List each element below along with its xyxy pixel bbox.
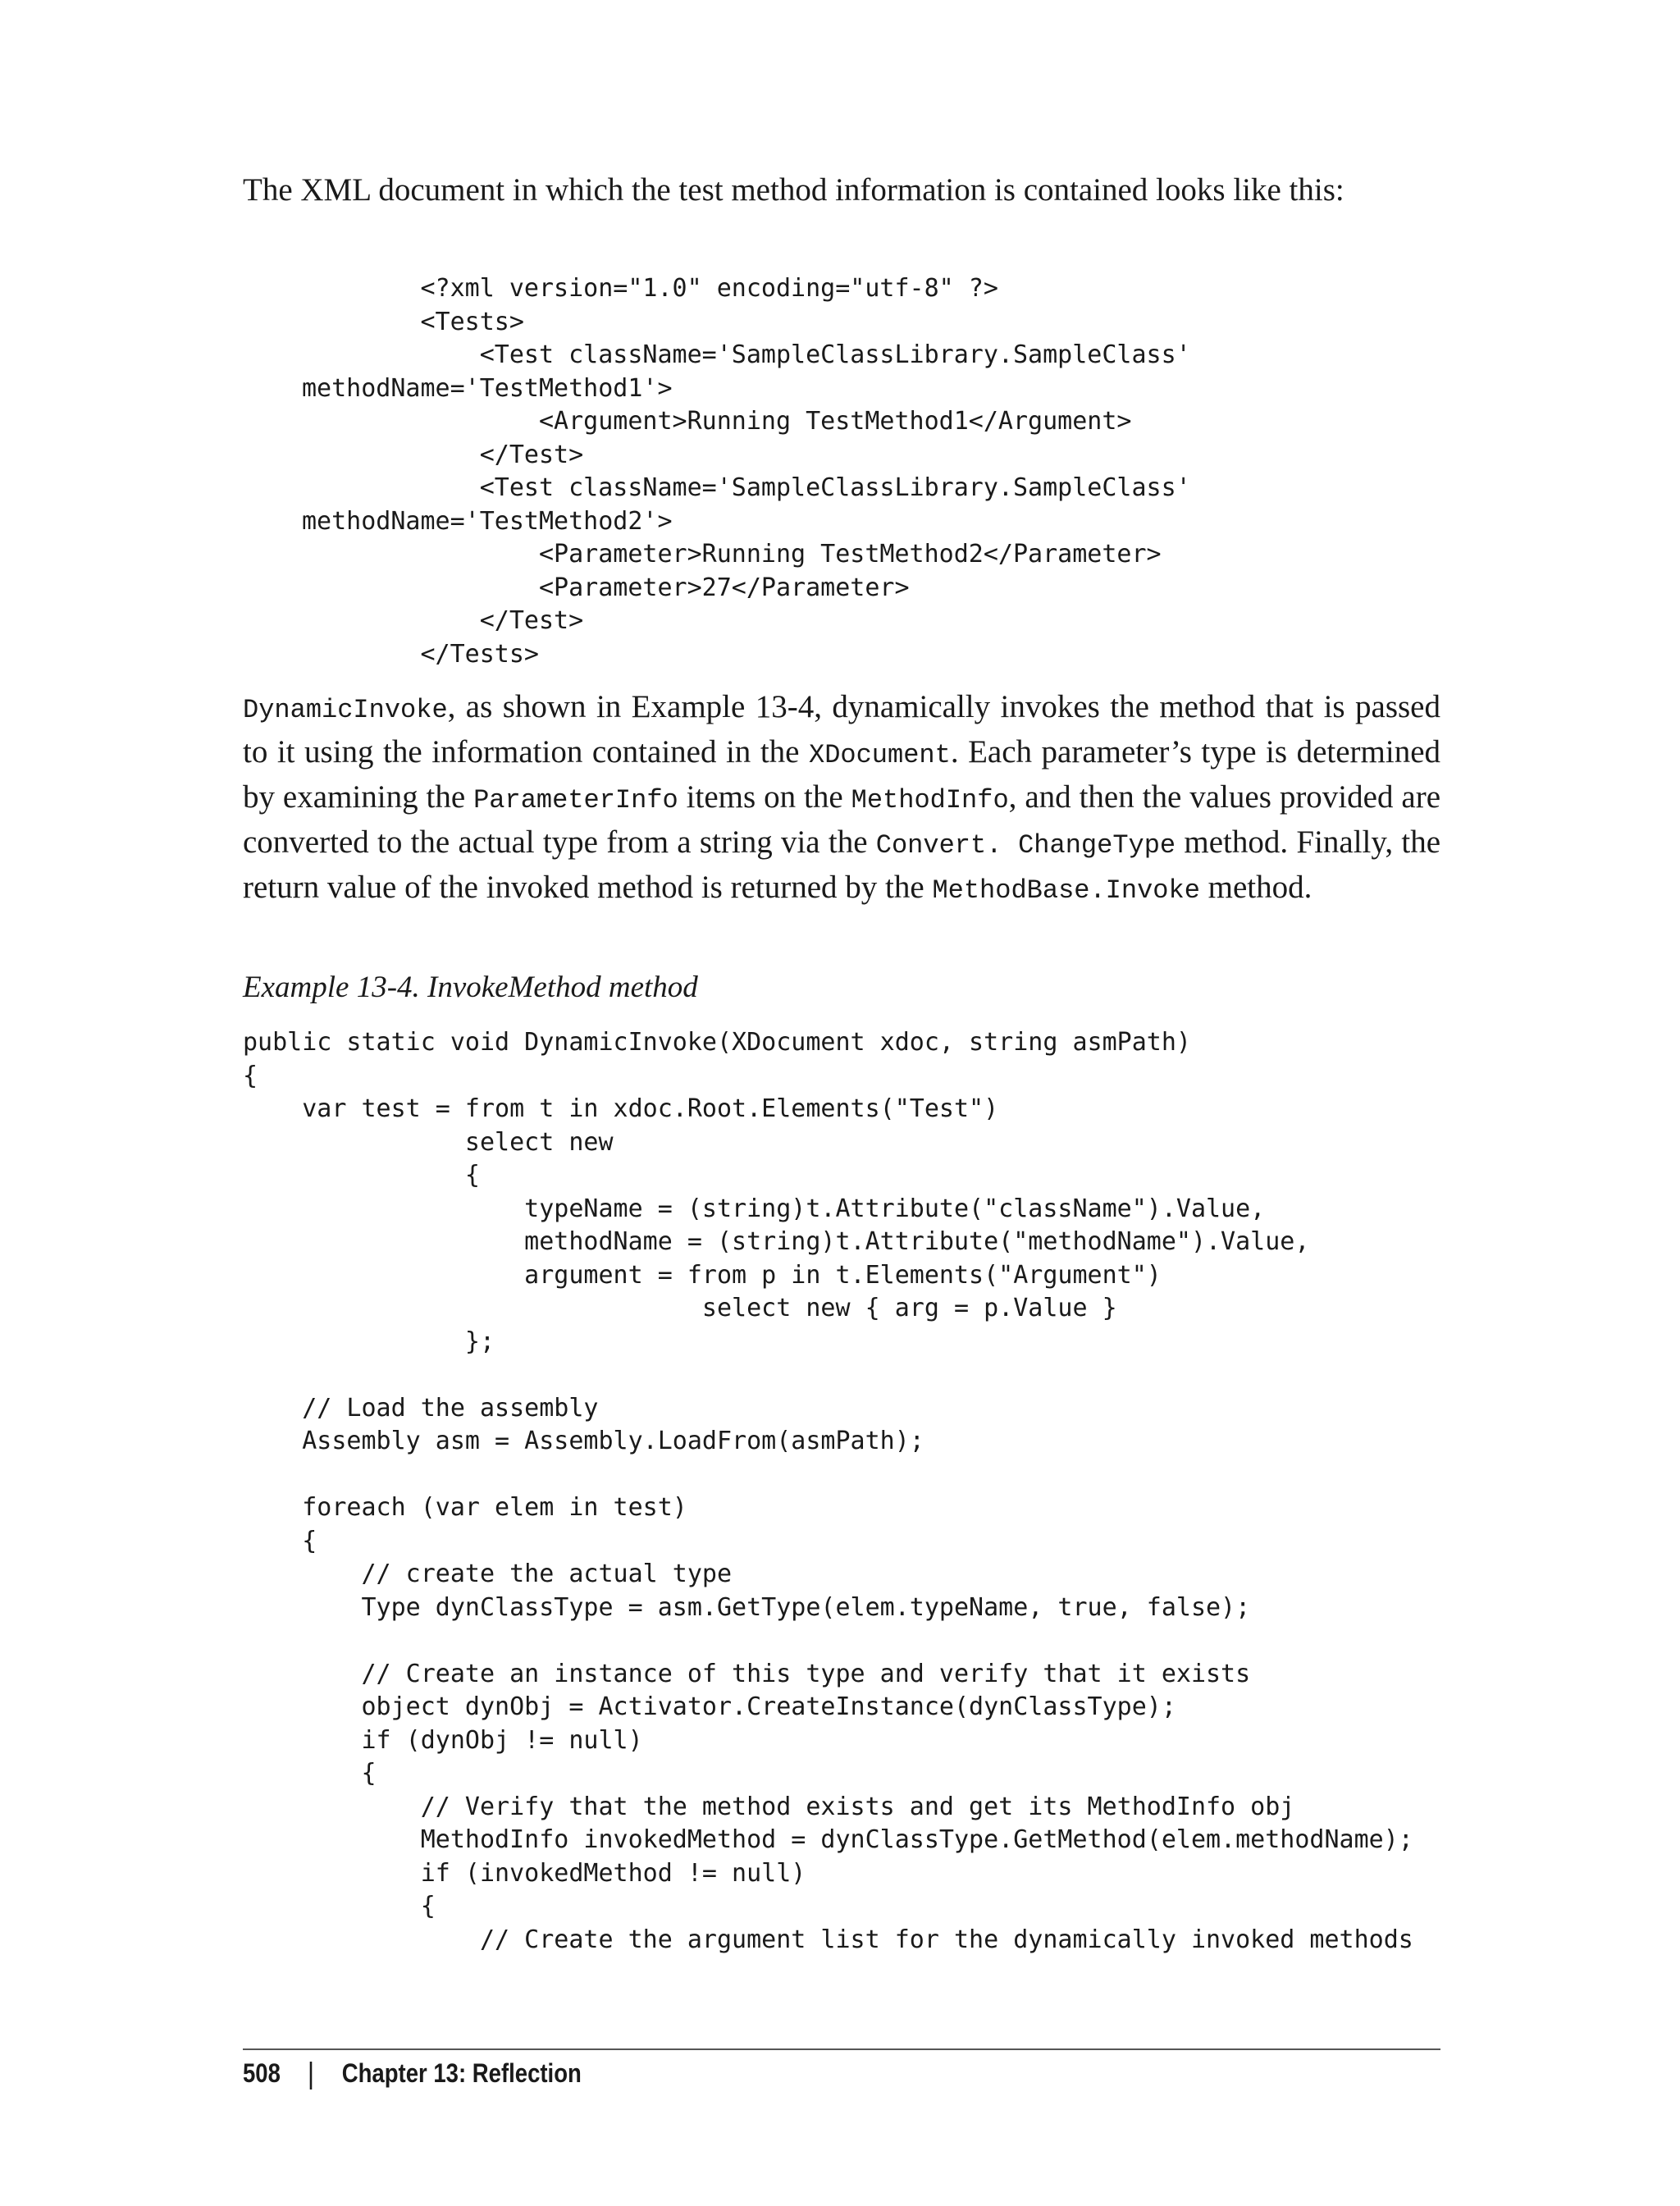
text-run: method. bbox=[1199, 870, 1312, 905]
code-line: foreach (var elem in test) bbox=[302, 1493, 687, 1522]
inline-code: Convert. ChangeType bbox=[875, 830, 1176, 861]
code-line: select new bbox=[464, 1127, 614, 1157]
text-run: , as shown in Example 13-4, dynamically invokes the method that is passed to it using the information contained in the bbox=[243, 689, 1440, 770]
code-line: typeName = (string)t.Attribute("className").Value, bbox=[524, 1194, 1266, 1223]
example-code-block bbox=[243, 1026, 1413, 1957]
code-line: <Parameter>Running TestMethod2</Parameter> bbox=[538, 540, 1162, 569]
code-line: if (invokedMethod != null) bbox=[420, 1858, 806, 1888]
code-line: </Test> bbox=[479, 440, 584, 469]
code-line: </Tests> bbox=[302, 639, 539, 669]
page-footer bbox=[243, 2055, 582, 2091]
inline-code: MethodBase.Invoke bbox=[932, 875, 1200, 906]
code-line: { bbox=[302, 1526, 317, 1555]
text-run: method. Finally, the return value of the invoked method is returned by the bbox=[243, 824, 1441, 905]
description-paragraph bbox=[243, 686, 1440, 911]
code-line: if (dynObj != null) bbox=[361, 1725, 643, 1755]
inline-code: MethodInfo bbox=[851, 785, 1009, 815]
code-line: }; bbox=[464, 1327, 495, 1356]
code-line: <Parameter>27</Parameter> bbox=[538, 573, 910, 602]
text-run: , and then the values provided are converted to the actual type from a string via the bbox=[243, 779, 1440, 860]
code-line: object dynObj = Activator.CreateInstance(dynClassType); bbox=[361, 1692, 1176, 1721]
code-line: <Argument>Running TestMethod1</Argument> bbox=[538, 407, 1132, 436]
inline-code: XDocument bbox=[808, 740, 951, 770]
code-line: argument = from p in t.Elements("Argument") bbox=[524, 1260, 1162, 1290]
code-line: methodName='TestMethod2'> bbox=[302, 506, 673, 536]
code-line: <Tests> bbox=[420, 307, 524, 336]
code-line: <Test className='SampleClassLibrary.SampleClass' bbox=[479, 473, 1191, 502]
code-line: // Load the assembly bbox=[302, 1393, 599, 1423]
code-line: methodName='TestMethod1'> bbox=[302, 373, 673, 403]
code-line: Assembly asm = Assembly.LoadFrom(asmPath); bbox=[302, 1427, 924, 1455]
chapter-title: Chapter 13: Reflection bbox=[341, 2058, 582, 2088]
code-line: methodName = (string)t.Attribute("methodName").Value, bbox=[524, 1227, 1310, 1256]
page-number: 508 bbox=[243, 2058, 281, 2088]
code-line: // create the actual type bbox=[361, 1560, 733, 1588]
code-line: MethodInfo invokedMethod = dynClassType.GetMethod(elem.methodName); bbox=[420, 1825, 1413, 1854]
code-line: select new { arg = p.Value } bbox=[701, 1294, 1117, 1322]
code-line: // Create an instance of this type and verify that it exists bbox=[361, 1659, 1251, 1688]
xml-code-block bbox=[302, 272, 1191, 671]
code-line: <?xml version="1.0" encoding="utf-8" ?> bbox=[420, 274, 998, 303]
footer-divider bbox=[243, 2048, 1440, 2050]
code-line: <Test className='SampleClassLibrary.SampleClass' bbox=[479, 340, 1191, 369]
example-caption: Example 13-4. InvokeMethod method bbox=[243, 971, 698, 1004]
code-line: { bbox=[464, 1161, 480, 1190]
code-line: var test = from t in xdoc.Root.Elements("Test") bbox=[302, 1094, 999, 1123]
text-run: . Each parameter’s type is determined by examining the bbox=[243, 734, 1440, 815]
inline-code: DynamicInvoke bbox=[243, 695, 448, 725]
code-line: { bbox=[361, 1759, 377, 1788]
code-line: public static void DynamicInvoke(XDocument xdoc, string asmPath) bbox=[243, 1028, 1191, 1057]
code-line: </Test> bbox=[479, 606, 584, 635]
footer-separator bbox=[310, 2062, 313, 2090]
code-line: { bbox=[243, 1061, 258, 1090]
code-line: // Create the argument list for the dynamically invoked methods bbox=[243, 1925, 1413, 1954]
inline-code: ParameterInfo bbox=[473, 785, 678, 815]
code-line: Type dynClassType = asm.GetType(elem.typeName, true, false); bbox=[361, 1592, 1251, 1622]
code-line: { bbox=[420, 1892, 436, 1921]
text-run: items on the bbox=[678, 779, 851, 815]
code-line: // Verify that the method exists and get its MethodInfo obj bbox=[420, 1792, 1295, 1821]
intro-paragraph: The XML document in which the test method information is contained looks like this: bbox=[243, 172, 1344, 208]
